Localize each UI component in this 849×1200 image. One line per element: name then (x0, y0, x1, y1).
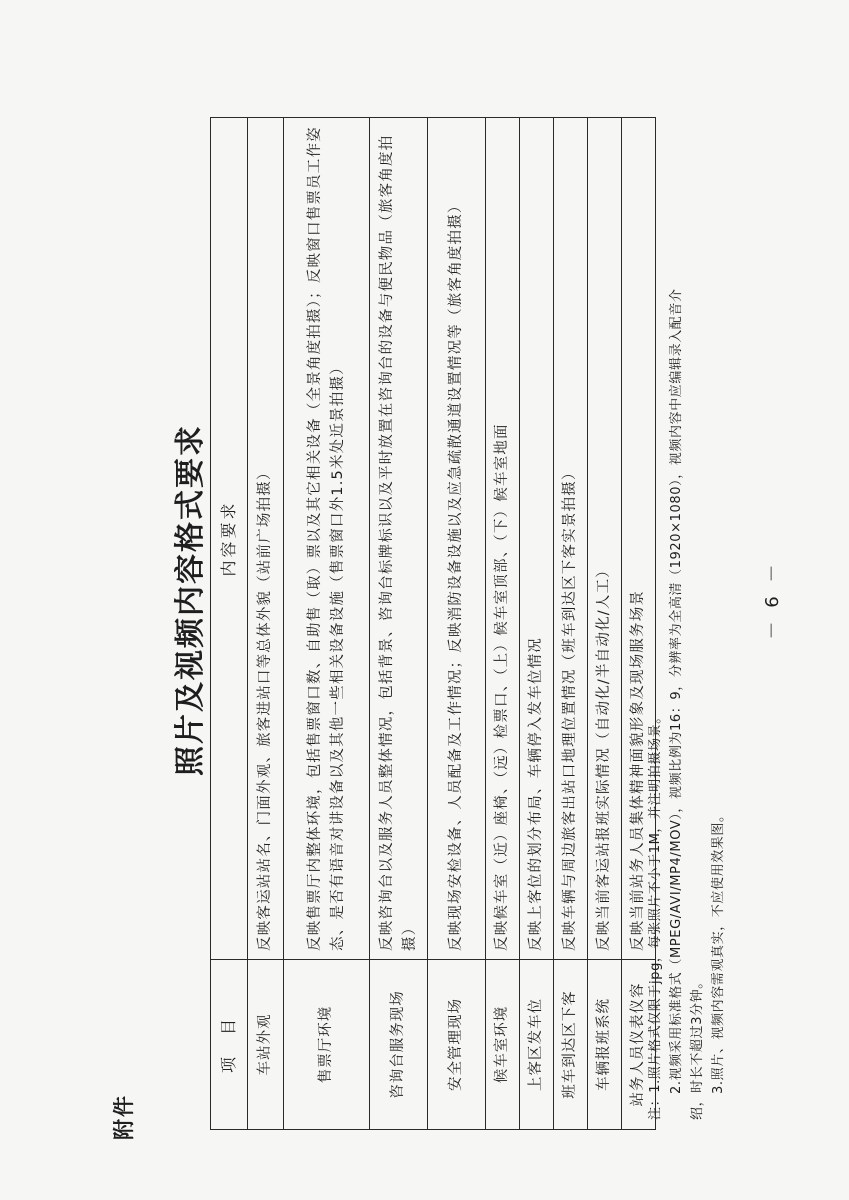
row-item: 咨询台服务现场 (370, 960, 428, 1130)
table-row (370, 118, 428, 1130)
row-content: 反映当前客运站报班实际情况（自动化/半自动化/人工） (588, 118, 622, 960)
table-row (554, 118, 588, 1130)
note-line: 3.照片、视频内容需观真实，不应使用效果图。 (711, 808, 727, 1094)
header-content: 内容要求 (211, 118, 248, 960)
row-content: 反映售票厅内整体环境，包括售票窗口数、自助售（取）票以及其它相关设备（全景角度拍摄）；反映窗口售票员工作姿态、是否有语音对讲设备以及其他一些相关设备设施（售票窗口外1.5米处近景拍摄） (284, 118, 370, 960)
row-item: 车站外观 (248, 960, 284, 1130)
row-content: 反映咨询台以及服务人员整体情况，包括背景、咨询台标牌标识以及平时放置在咨询台的设备与便民物品（旅客角度拍摄） (370, 118, 428, 960)
table-row (248, 118, 284, 1130)
notes-section (645, 110, 729, 1120)
row-item: 候车室环境 (486, 960, 520, 1130)
row-content: 反映上客位的划分布局、车辆停入发车位情况 (520, 118, 554, 960)
row-item: 安全管理现场 (428, 960, 486, 1130)
table-row (284, 118, 370, 1130)
row-content: 反映现场安检设备、人员配备及工作情况；反映消防设备设施以及应急疏散通道设置情况等（旅客角度拍摄） (428, 118, 486, 960)
page-number: － 6 － (762, 560, 783, 640)
row-content: 反映客运站站名、门面外观、旅客进站口等总体外貌（站前广场拍摄） (248, 118, 284, 960)
row-item: 售票厅环境 (284, 960, 370, 1130)
header-item: 项 目 (211, 960, 248, 1130)
table-row (486, 118, 520, 1130)
note-line: 注：1.照片格式仅限于jpg，每张照片不小于1M，并注明拍摄场景。 (648, 710, 663, 1120)
row-item: 班车到达区下客 (554, 960, 588, 1130)
row-item: 车辆报班系统 (588, 960, 622, 1130)
document-title: 照片及视频内容格式要求 (173, 424, 208, 776)
note-line: 2.视频采用标准格式（MPEG/AVI/MP4/MOV），视频比例为16：9，分辨率为全高清（1920×1080），视频内容中应编辑录入配音介 (669, 288, 685, 1094)
row-item: 站务人员仪表仪容 (622, 960, 656, 1130)
table-header-row (211, 118, 248, 1130)
row-content: 反映候车室（近）座椅、（远）检票口、（上）候车室顶部、（下）候车室地面 (486, 118, 520, 960)
table-row (520, 118, 554, 1130)
table-row (428, 118, 486, 1130)
row-content: 反映当前站务人员集体精神面貌形象及现场服务场景 (622, 118, 656, 960)
table-row (588, 118, 622, 1130)
note-line: 绍，时长不超过3分钟。 (690, 975, 706, 1120)
requirements-table (210, 117, 656, 1130)
row-item: 上客区发车位 (520, 960, 554, 1130)
row-content: 反映车辆与周边旅客出站口地理位置情况（班车到达区下客实景拍摄） (554, 118, 588, 960)
attachment-label: 附件 (112, 1094, 136, 1140)
